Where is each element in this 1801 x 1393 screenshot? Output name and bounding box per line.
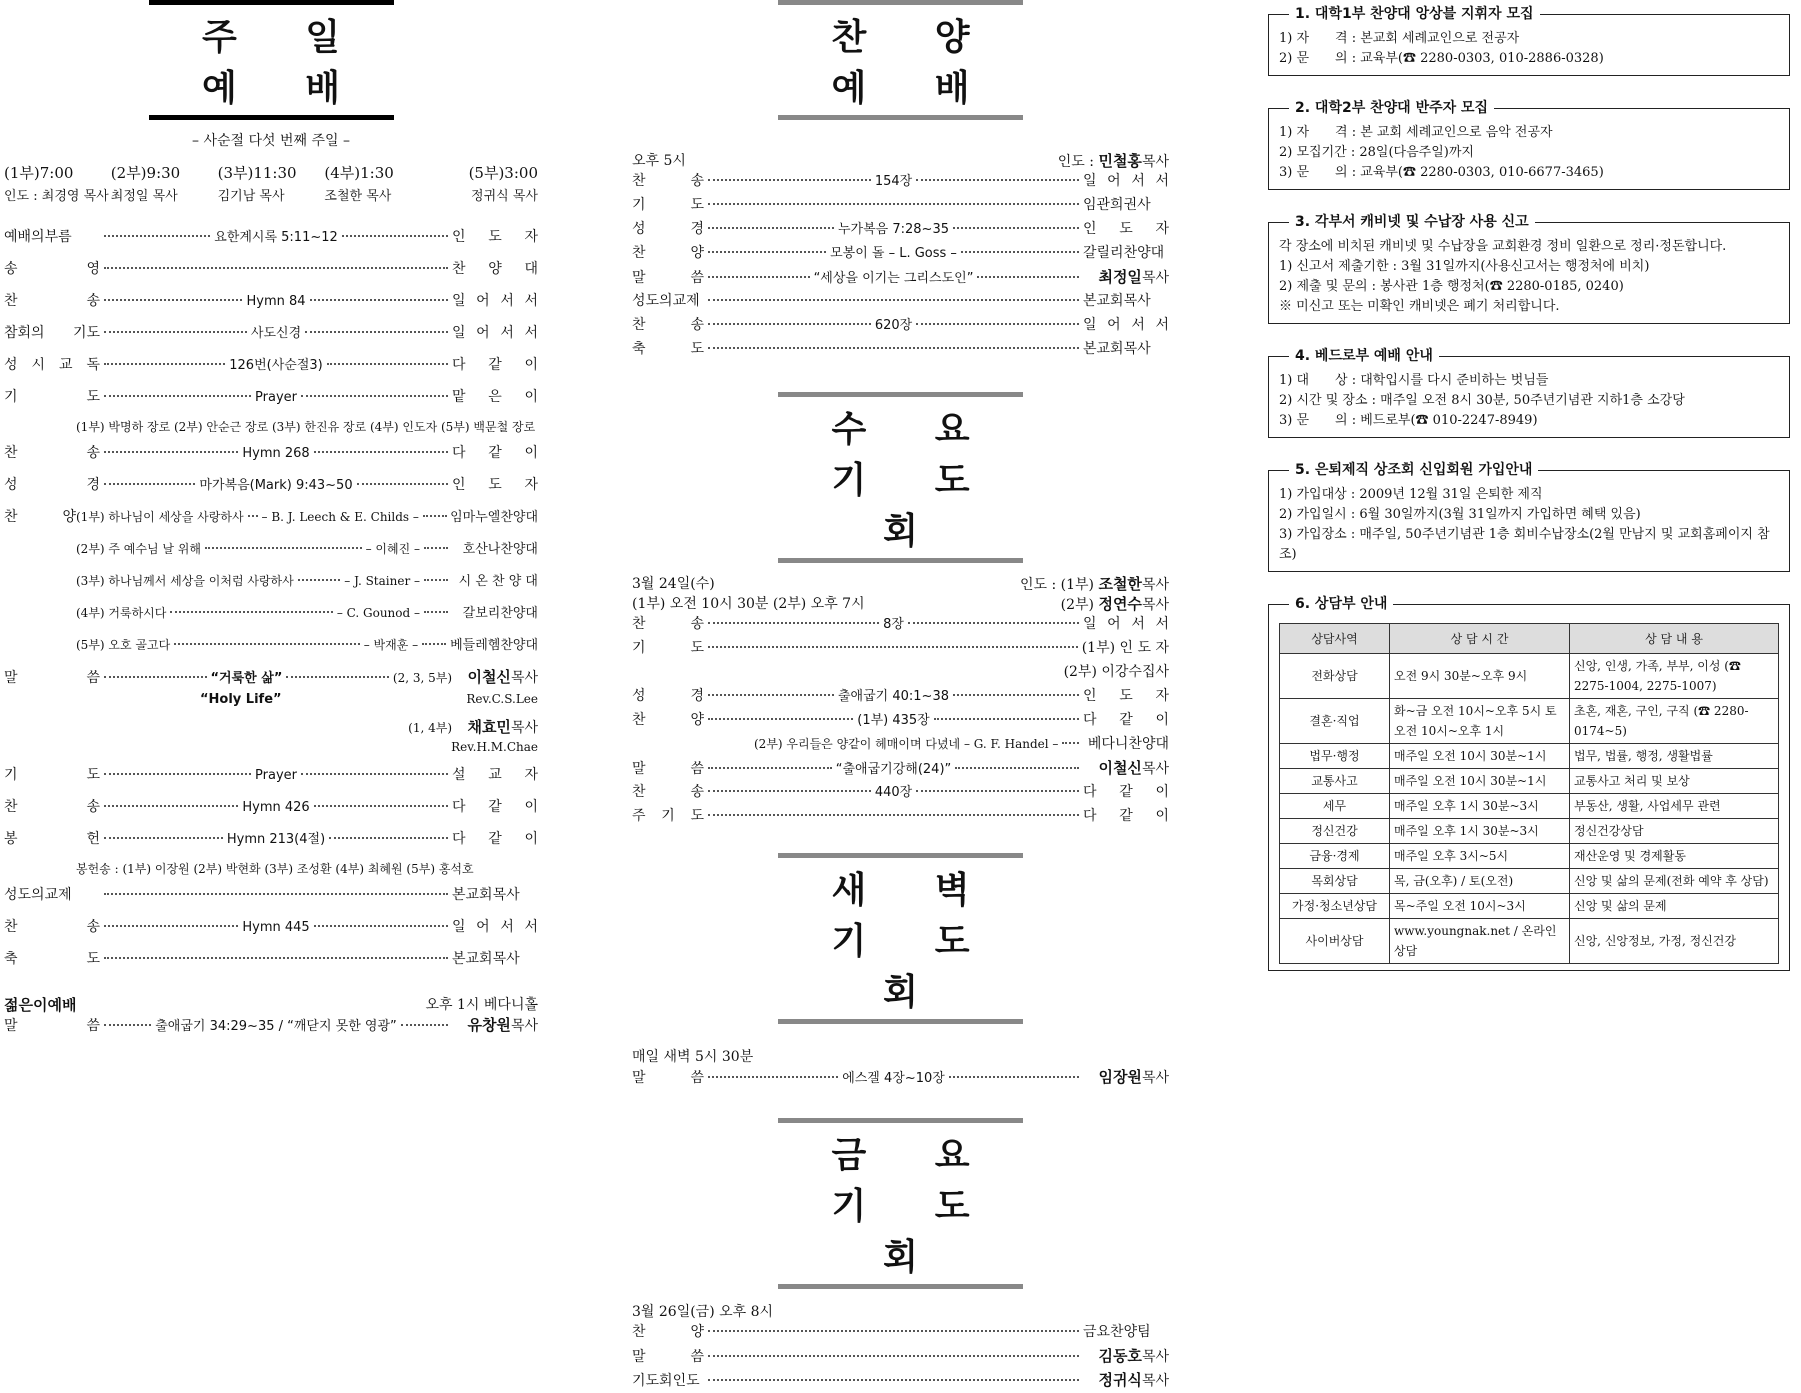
- counseling-row: [1280, 769, 1779, 794]
- row-label: 찬 송: [4, 445, 100, 461]
- anthem-title: (5부) 오호 골고다: [76, 638, 171, 652]
- row-label: 성 경: [4, 477, 100, 493]
- announcement-box: [1268, 462, 1790, 572]
- dawn-header: [632, 1046, 1169, 1066]
- announcement-line: 2) 문 의 : 교육부(☎ 2280-0303, 010-2886-0328): [1279, 51, 1604, 66]
- row-label: 찬 송: [632, 173, 704, 189]
- anthem-row: [4, 538, 538, 570]
- program-row: [4, 828, 538, 860]
- row-content: Hymn 84: [246, 294, 306, 309]
- praise-header: 오후 5시 인도 : 민철홍목사: [632, 152, 1169, 170]
- row-role: 본교회목사: [452, 887, 520, 903]
- announcement-box: [1268, 348, 1790, 438]
- row-content: 마가복음(Mark) 9:43~50: [199, 478, 353, 493]
- row-content: Prayer: [255, 390, 297, 405]
- sermon-title-en: “Holy Life”: [200, 692, 282, 707]
- row-label: 찬 송: [4, 919, 100, 935]
- counsel-time: 매주일 오후 3시~5시: [1390, 844, 1570, 869]
- officiant-5: 정귀식 목사: [471, 189, 538, 204]
- row-label: 예배의부름: [4, 229, 72, 245]
- wed-lords-prayer-row: 주 기 도 다 같 이: [632, 808, 1169, 824]
- row-role: 일 어 서 서: [1083, 317, 1169, 333]
- program-row: [4, 290, 538, 322]
- row-label: 축 도: [4, 951, 100, 967]
- order-of-worship-4: [4, 884, 538, 980]
- counseling-row: [1280, 744, 1779, 769]
- counseling-row: [1280, 819, 1779, 844]
- col-header: 상 담 시 간: [1390, 624, 1570, 654]
- announcement-line: ※ 미신고 또는 미확인 캐비넷은 폐기 처리합니다.: [1279, 299, 1560, 314]
- preacher-1: 이철신: [467, 668, 511, 686]
- program-row: [4, 226, 538, 258]
- announcement-title: 3. 각부서 캐비넷 및 수납장 사용 신고: [1289, 212, 1535, 232]
- program-row: [4, 884, 538, 916]
- praise-order: [632, 170, 1169, 266]
- counsel-time: www.youngnak.net / 온라인상담: [1390, 919, 1570, 964]
- anthem-row: [4, 602, 538, 634]
- youth-sermon: 출애굽기 34:29~35 / “깨닫지 못한 영광”: [155, 1019, 397, 1034]
- program-row: [4, 764, 538, 796]
- anthem-row: [4, 634, 538, 666]
- row-label: 축 도: [632, 341, 704, 357]
- row-content: Hymn 268: [242, 446, 310, 461]
- wed-leader-2: 정연수: [1098, 595, 1142, 613]
- row-label: 기 도: [632, 197, 704, 213]
- anthem-choir: 베들레헴찬양대: [450, 638, 538, 653]
- row-role: 다 같 이: [452, 445, 538, 461]
- announcement-line: 2) 제출 및 문의 : 봉사관 1층 행정처(☎ 2280-0185, 0240): [1279, 279, 1624, 294]
- anthem-choir: 임마누엘찬양대: [450, 510, 538, 525]
- anthem-composer: – B. J. Leech & E. Childs –: [261, 510, 419, 524]
- row-role: 본교회목사: [1083, 341, 1151, 357]
- row-content: 154장: [874, 174, 913, 189]
- row-content: 620장: [874, 318, 913, 333]
- sunday-subtitle: – 사순절 다섯 번째 주일 –: [192, 133, 350, 149]
- row-role: 갈릴리찬양대: [1083, 245, 1165, 261]
- anthem-title: (1부) 하나님이 세상을 사랑하사: [76, 510, 244, 524]
- anthem-title: (4부) 거룩하시다: [76, 606, 167, 620]
- wed-anthem-row-2: (2부) 우리들은 양같이 헤매이며 다녔네 – G. F. Handel – 베다니찬양대: [754, 736, 1169, 752]
- youth-service-header: [4, 994, 538, 1014]
- row-role: 다 같 이: [452, 357, 538, 373]
- announcement-line: 2) 모집기간 : 28일(다음주일)까지: [1279, 145, 1474, 160]
- wed-bible-row: 성 경 출애굽기 40:1~38 인 도 자: [632, 688, 1169, 704]
- wed-sermon-row: 말 씀 “출애굽기강해(24)” 이철신목사: [632, 759, 1169, 777]
- counsel-time: 매주일 오후 1시 30분~3시: [1390, 794, 1570, 819]
- praise-service-title: 찬 양 예 배: [778, 0, 1023, 120]
- anthem-title: (2부) 주 예수님 날 위해: [76, 542, 201, 556]
- fri-preacher: 김동호: [1098, 1347, 1142, 1365]
- counsel-time: 매주일 오후 1시 30분~3시: [1390, 819, 1570, 844]
- announcement-line: 각 장소에 비치된 캐비넷 및 수납장을 교회환경 정비 일환으로 정리·정돈합니다.: [1279, 239, 1727, 254]
- officiant-4: 조철한 목사: [324, 189, 392, 204]
- time-4: (4부)1:30: [324, 164, 394, 182]
- counsel-time: 매주일 오전 10시 30분~1시: [1390, 769, 1570, 794]
- sermon-row: 말 씀 “거룩한 삶” (2, 3, 5부) 이철신목사: [4, 668, 538, 686]
- time-3: (3부)11:30: [217, 164, 297, 182]
- row-label: 참회의 기도: [4, 325, 100, 341]
- counseling-row: [1280, 869, 1779, 894]
- fri-sermon-row: 말 씀 김동호목사: [632, 1347, 1169, 1365]
- wed-header: 3월 24일(수) 인도 : (1부) 조철한목사: [632, 575, 1169, 593]
- time-2: (2부)9:30: [110, 164, 181, 182]
- program-row: [4, 916, 538, 948]
- counsel-content: 초혼, 재혼, 구인, 구직 (☎ 2280-0174~5): [1570, 699, 1779, 744]
- wed-hymn2-row: 찬 송 440장 다 같 이: [632, 784, 1169, 800]
- counseling-row: [1280, 699, 1779, 744]
- counsel-type: 세무: [1280, 794, 1390, 819]
- row-role: 찬 양 대: [452, 261, 538, 277]
- sermon-label: 말 씀: [4, 670, 100, 686]
- counsel-type: 목회상담: [1280, 869, 1390, 894]
- row-content: 모봉이 돌 – L. Goss –: [830, 246, 957, 261]
- anthem-row: [4, 570, 538, 602]
- program-row: [632, 218, 1169, 242]
- row-role: 다 같 이: [452, 831, 538, 847]
- dawn-preacher: 임장원: [1098, 1068, 1142, 1086]
- sermon-en-row: [4, 692, 538, 716]
- row-role: 일 어 서 서: [452, 325, 538, 341]
- program-row: [4, 258, 538, 290]
- fri-time: 3월 26일(금) 오후 8시: [632, 1304, 774, 1320]
- announcement-line: 1) 대 상 : 대학입시를 다시 준비하는 벗님들: [1279, 373, 1549, 388]
- anthem-choir: 시 온 찬 양 대: [458, 574, 538, 589]
- fri-header: [632, 1301, 1169, 1321]
- wed-prayer-row-2: (2부) 이강수집사: [1063, 664, 1169, 680]
- row-label: 봉 헌: [4, 831, 100, 847]
- counseling-row: [1280, 894, 1779, 919]
- announcement-title: 2. 대학2부 찬양대 반주자 모집: [1289, 98, 1494, 118]
- order-of-worship-3: [4, 764, 538, 860]
- counsel-time: 목~주일 오전 10시~3시: [1390, 894, 1570, 919]
- anthem-composer: – J. Stainer –: [344, 574, 420, 588]
- row-label: 성 시 교 독: [4, 357, 100, 373]
- announcement-title: 4. 베드로부 예배 안내: [1289, 346, 1439, 366]
- program-row: [4, 354, 538, 386]
- counsel-type: 정신건강: [1280, 819, 1390, 844]
- wed-date: 3월 24일(수): [632, 576, 715, 592]
- sermon-row-2: (1, 4부) 채효민목사: [408, 718, 538, 736]
- counsel-content: 신앙, 신앙정보, 가정, 정신건강: [1570, 919, 1779, 964]
- officiant-1: 인도 : 최경영 목사: [4, 189, 109, 204]
- counsel-type: 사이버상담: [1280, 919, 1390, 964]
- counsel-time: 화~금 오전 10시~오후 5시 토 오전 10시~오후 1시: [1390, 699, 1570, 744]
- wed-leader-1: 조철한: [1098, 575, 1142, 593]
- announcement-line: 2) 시간 및 장소 : 매주일 오전 8시 30분, 50주년기념관 지하1층 소강당: [1279, 393, 1685, 408]
- praise-order-2: [632, 290, 1169, 362]
- counsel-type: 금융·경제: [1280, 844, 1390, 869]
- wednesday-title: 수 요 기 도 회: [778, 392, 1023, 563]
- wed-anthem-row: 찬 양 (1부) 435장 다 같 이: [632, 712, 1169, 728]
- row-content: Hymn 445: [242, 920, 310, 935]
- row-label: 찬 양: [632, 245, 704, 261]
- row-role: 일 어 서 서: [452, 293, 538, 309]
- row-label: 기 도: [4, 389, 100, 405]
- program-row: [4, 474, 538, 506]
- praise-sermon-row: 말 씀 “세상을 이기는 그리스도인” 최정일목사: [632, 268, 1169, 286]
- counseling-title: 6. 상담부 안내: [1289, 594, 1393, 614]
- praise-leader: 민철홍: [1098, 152, 1142, 170]
- announcement-line: 3) 가입장소 : 매주일, 50주년기념관 1층 회비수납장소(2월 만남지 및 교회홈페이지 참조): [1279, 527, 1770, 562]
- program-row: [632, 194, 1169, 218]
- program-row: [4, 322, 538, 354]
- row-label: 찬 송: [4, 293, 100, 309]
- row-role: 다 같 이: [452, 799, 538, 815]
- announcement-line: 2) 가입일시 : 6월 30일까지(3월 31일까지 가입하면 혜택 있음): [1279, 507, 1641, 522]
- anthem-choir: 호산나찬양대: [462, 542, 538, 557]
- officiant-2: 최정일 목사: [110, 189, 178, 204]
- counsel-time: 목, 금(오후) / 토(오전): [1390, 869, 1570, 894]
- wed-hymn-row: 찬 송 8장 일 어 서 서: [632, 616, 1169, 632]
- evening-services-column: [632, 0, 1169, 1393]
- row-label: 기 도: [4, 767, 100, 783]
- counsel-content: 교통사고 처리 및 보상: [1570, 769, 1779, 794]
- program-row: [4, 796, 538, 828]
- program-row: [632, 290, 1169, 314]
- counsel-type: 가정·청소년상담: [1280, 894, 1390, 919]
- counsel-content: 법무, 법률, 행정, 생활법률: [1570, 744, 1779, 769]
- time-5: (5부)3:00: [468, 164, 538, 182]
- dawn-prayer-title: 새 벽 기 도 회: [778, 853, 1023, 1024]
- youth-sermon-row: 말 씀 출애굽기 34:29~35 / “깨닫지 못한 영광” 유창원목사: [4, 1016, 538, 1034]
- counseling-row: [1280, 794, 1779, 819]
- row-role: 금요찬양팀: [1083, 1324, 1151, 1340]
- anthem-choir: 갈보리찬양대: [462, 606, 538, 621]
- program-row: [632, 338, 1169, 362]
- row-content: 누가복음 7:28~35: [838, 222, 949, 237]
- order-of-worship-2: [4, 442, 538, 506]
- row-role: 본교회목사: [452, 951, 520, 967]
- preacher-2-en: Rev.H.M.Chae: [451, 740, 538, 754]
- sunday-service-column: [4, 0, 538, 1046]
- program-row: [632, 1321, 1169, 1345]
- counseling-row: [1280, 844, 1779, 869]
- preacher-2: 채효민: [467, 718, 511, 736]
- announcement-box: [1268, 6, 1790, 76]
- row-role: 설 교 자: [452, 767, 538, 783]
- sermon-title: “거룩한 삶”: [210, 671, 283, 686]
- fri-order: [632, 1321, 1169, 1345]
- counseling-row: [1280, 919, 1779, 964]
- counsel-content: 신앙 및 삶의 문제(전화 예약 후 상담): [1570, 869, 1779, 894]
- announcement-line: 1) 자 격 : 본교회 세례교인으로 전공자: [1279, 31, 1520, 46]
- row-content: Hymn 426: [242, 800, 310, 815]
- row-role: 일 어 서 서: [1083, 173, 1169, 189]
- row-role: 맡 은 이: [452, 389, 538, 405]
- program-row: [4, 948, 538, 980]
- youth-service-time: 오후 1시 베다니홀: [425, 997, 538, 1013]
- officiant-3: 김기남 목사: [217, 189, 285, 204]
- counsel-time: 오전 9시 30분~오후 9시: [1390, 654, 1570, 699]
- program-row: [632, 242, 1169, 266]
- wed-prayer-row: 기 도 (1부) 인 도 자: [632, 640, 1169, 656]
- row-role: 인 도 자: [452, 477, 538, 493]
- announcement-title: 5. 은퇴제직 상조회 신입회원 가입안내: [1289, 460, 1538, 480]
- praise-time: 오후 5시: [632, 153, 686, 169]
- row-content: 사도신경: [250, 326, 302, 341]
- row-role: 임관희권사: [1083, 197, 1151, 213]
- announcement-line: 1) 가입대상 : 2009년 12월 31일 은퇴한 제직: [1279, 487, 1543, 502]
- offering-note: 봉헌송 : (1부) 이장원 (2부) 박현화 (3부) 조성환 (4부) 최혜원 (5부) 홍석호: [76, 862, 474, 876]
- row-content: Hymn 213(4절): [226, 832, 326, 847]
- officiants: [4, 185, 538, 204]
- row-label: 찬 송: [4, 799, 100, 815]
- row-label: 성도의교제: [4, 887, 72, 903]
- anthem-row: [4, 506, 538, 538]
- announcement-title: 1. 대학1부 찬양대 앙상블 지휘자 모집: [1289, 4, 1540, 24]
- counseling-box: [1268, 596, 1790, 971]
- wed-header-2: (1부) 오전 10시 30분 (2부) 오후 7시 (2부) 정연수목사: [632, 595, 1169, 613]
- wed-time: (1부) 오전 10시 30분 (2부) 오후 7시: [632, 596, 865, 612]
- prayer-note: (1부) 박명하 장로 (2부) 안순근 장로 (3부) 한진유 장로 (4부) 인도자 (5부) 백문철 장로: [76, 420, 536, 434]
- announcement-line: 3) 문 의 : 교육부(☎ 2280-0303, 010-6677-3465): [1279, 165, 1604, 180]
- anthem-composer: – 이혜진 –: [365, 542, 420, 556]
- counseling-table: [1279, 623, 1779, 964]
- announcements-column: [1263, 0, 1800, 971]
- col-header: 상담사역: [1280, 624, 1390, 654]
- preacher-1-en: Rev.C.S.Lee: [466, 692, 538, 706]
- counseling-row: [1280, 654, 1779, 699]
- sunday-service-title: 주 일 예 배: [149, 0, 394, 120]
- anthem-composer: – C. Gounod –: [336, 606, 420, 620]
- announcement-box: [1268, 214, 1790, 324]
- row-role: 인 도 자: [452, 229, 538, 245]
- anthem-label: 찬 양: [4, 509, 76, 525]
- youth-preacher: 유창원: [467, 1016, 511, 1034]
- program-row: [4, 442, 538, 474]
- dawn-time: 매일 새벽 5시 30분: [632, 1049, 754, 1065]
- announcement-line: 1) 자 격 : 본 교회 세례교인으로 음악 전공자: [1279, 125, 1553, 140]
- wed-preacher: 이철신: [1098, 759, 1142, 777]
- praise-sermon: “세상을 이기는 그리스도인”: [813, 271, 974, 286]
- time-1: (1부)7:00: [4, 164, 74, 182]
- row-role: 인 도 자: [1083, 221, 1169, 237]
- announcement-line: 3) 문 의 : 베드로부(☎ 010-2247-8949): [1279, 413, 1538, 428]
- fri-leader: 정귀식: [1098, 1371, 1142, 1389]
- praise-preacher: 최정일: [1098, 268, 1142, 286]
- counseling-header-row: [1280, 624, 1779, 654]
- row-content: Prayer: [255, 768, 297, 783]
- counsel-time: 매주일 오전 10시 30분~1시: [1390, 744, 1570, 769]
- program-row: [4, 386, 538, 418]
- counsel-content: 부동산, 생활, 사업세무 관련: [1570, 794, 1779, 819]
- counsel-content: 정신건강상담: [1570, 819, 1779, 844]
- youth-service-title: 젊은이예배: [4, 996, 77, 1014]
- row-label: 송 영: [4, 261, 100, 277]
- anthem-title: (3부) 하나님께서 세상을 이처럼 사랑하사: [76, 574, 294, 588]
- counsel-content: 신앙 및 삶의 문제: [1570, 894, 1779, 919]
- row-label: 성도의교제: [632, 293, 700, 309]
- service-times: [4, 162, 538, 183]
- row-label: 성 경: [632, 221, 704, 237]
- row-label: 찬 양: [632, 1324, 704, 1340]
- sermon-en-row-2: [4, 740, 538, 764]
- anthem-composer: – 박재훈 –: [363, 638, 419, 652]
- row-content: 126번(사순절3): [229, 358, 323, 373]
- program-row: [632, 170, 1169, 194]
- row-role: 본교회목사: [1083, 293, 1151, 309]
- row-content: 요한계시록 5:11~12: [214, 230, 338, 245]
- col-header: 상 담 내 용: [1570, 624, 1779, 654]
- dawn-sermon-row: 말 씀 에스겔 4장~10장 임장원목사: [632, 1068, 1169, 1086]
- counsel-type: 결혼·직업: [1280, 699, 1390, 744]
- row-role: 일 어 서 서: [452, 919, 538, 935]
- counsel-content: 신앙, 인생, 가족, 부부, 이성 (☎ 2275-1004, 2275-1007): [1570, 654, 1779, 699]
- row-label: 찬 송: [632, 317, 704, 333]
- announcement-box: [1268, 100, 1790, 190]
- announcement-line: 1) 신고서 제출기한 : 3월 31일까지(사용신고서는 행정처에 비치): [1279, 259, 1650, 274]
- program-row: [632, 314, 1169, 338]
- counsel-type: 교통사고: [1280, 769, 1390, 794]
- counsel-content: 재산운영 및 경제활동: [1570, 844, 1779, 869]
- order-of-worship-1: [4, 226, 538, 418]
- friday-prayer-title: 금 요 기 도 회: [778, 1118, 1023, 1289]
- fri-lead-row: 기도회인도 정귀식목사: [632, 1371, 1169, 1389]
- counsel-type: 전화상담: [1280, 654, 1390, 699]
- announcement-boxes: [1263, 6, 1800, 572]
- counsel-type: 법무·행정: [1280, 744, 1390, 769]
- anthem-list: [4, 506, 538, 666]
